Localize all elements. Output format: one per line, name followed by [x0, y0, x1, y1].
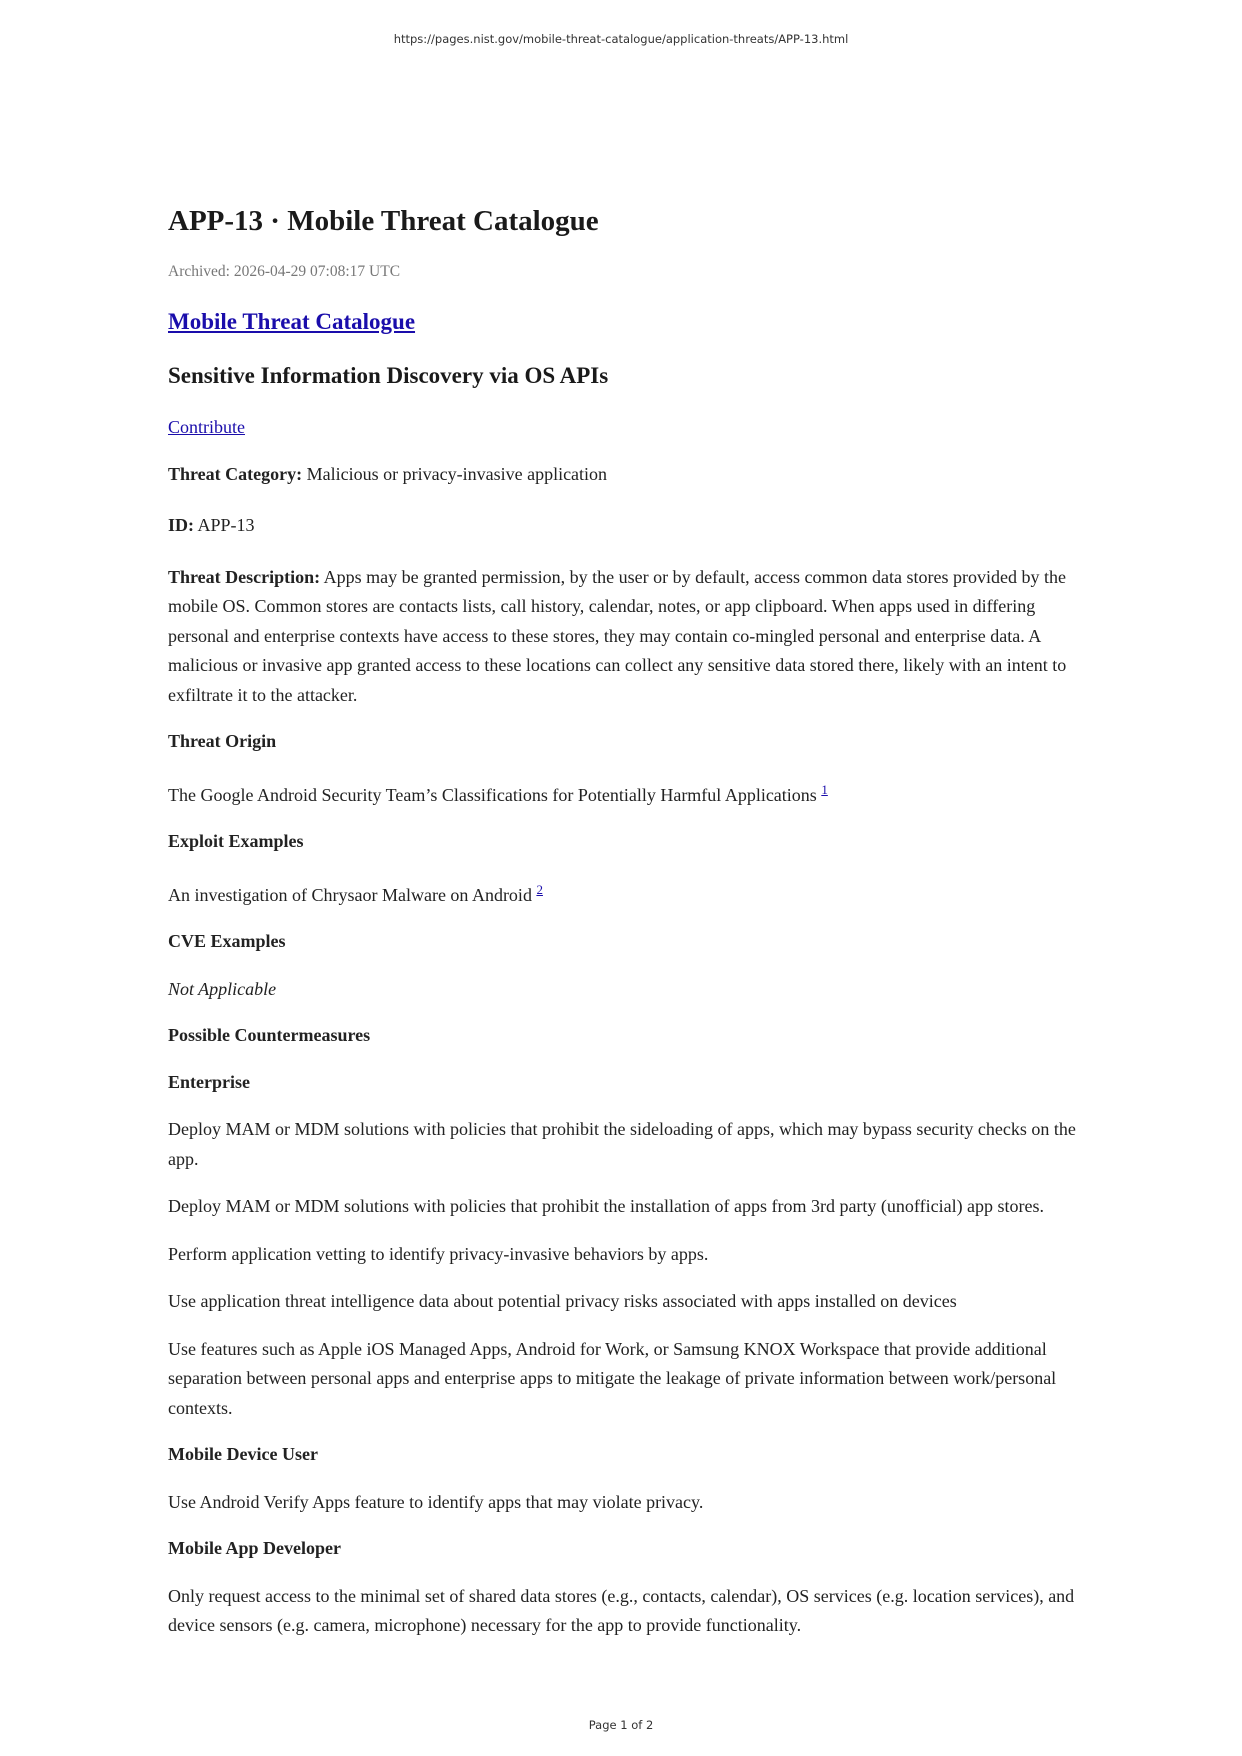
document-content — [168, 190, 1080, 1641]
threat-id-label: ID: — [168, 515, 194, 536]
footnote-ref-2[interactable]: 2 — [536, 881, 543, 897]
archived-timestamp: Archived: 2026-04-29 07:08:17 UTC — [168, 262, 401, 280]
threat-description-label: Threat Description: — [168, 566, 321, 587]
mobile-device-user-heading: Mobile Device User — [168, 1444, 318, 1465]
print-header-url: https://pages.nist.gov/mobile-threat-catalogue/application-threats/APP-13.html — [393, 32, 849, 46]
enterprise-countermeasure: Deploy MAM or MDM solutions with policies that prohibit the sideloading of apps, which may bypass security checks on the app. — [168, 1119, 1076, 1169]
enterprise-countermeasure: Use application threat intelligence data about potential privacy risks associated with apps installed on devices — [168, 1291, 957, 1312]
page-number: Page 1 of 2 — [588, 1718, 654, 1732]
developer-countermeasure: Only request access to the minimal set of shared data stores (e.g., contacts, calendar), OS services (e.g. location services), and device sensors (e.g. camera, microphone) necessary for the app to provide functionality. — [168, 1585, 1075, 1636]
threat-origin — [168, 775, 1080, 811]
threat-id — [168, 511, 1080, 541]
threat-origin-text: The Google Android Security Team’s Classifications for Potentially Harmful Applications — [168, 784, 822, 805]
threat-description-value: Apps may be granted permission, by the user or by default, access common data stores provided by the mobile OS. Common stores are contacts lists, call history, calendar, notes, or app clipboard. When apps used in differing personal and enterprise contexts have access to these stores, they may contain co-mingled personal and enterprise data. A malicious or invasive app granted access to these locations can collect any sensitive data stored there, likely with an intent to exfiltrate it to the attacker. — [168, 566, 1067, 705]
threat-origin-heading: Threat Origin — [168, 731, 277, 752]
enterprise-countermeasure: Perform application vetting to identify privacy-invasive behaviors by apps. — [168, 1243, 709, 1264]
cve-examples-heading: CVE Examples — [168, 931, 286, 952]
exploit-examples-heading: Exploit Examples — [168, 831, 304, 852]
exploit-example — [168, 875, 1080, 911]
threat-category-label: Threat Category: — [168, 463, 303, 484]
countermeasures-heading: Possible Countermeasures — [168, 1025, 371, 1046]
threat-description — [168, 563, 1080, 711]
footnote-ref-1[interactable]: 1 — [821, 781, 828, 797]
enterprise-countermeasure: Deploy MAM or MDM solutions with policies that prohibit the installation of apps from 3rd party (unofficial) app stores. — [168, 1196, 1045, 1217]
threat-title: Sensitive Information Discovery via OS APIs — [168, 362, 609, 388]
enterprise-heading: Enterprise — [168, 1071, 250, 1092]
page-title: APP-13 · Mobile Threat Catalogue — [168, 205, 599, 237]
threat-id-value: APP-13 — [194, 515, 255, 536]
mobile-app-developer-heading: Mobile App Developer — [168, 1538, 341, 1559]
enterprise-countermeasure: Use features such as Apple iOS Managed Apps, Android for Work, or Samsung KNOX Workspace that provide additional separation between personal apps and enterprise apps to mitigate the leakage of private information between work/personal contexts. — [168, 1338, 1057, 1418]
contribute-link[interactable]: Contribute — [168, 416, 245, 437]
threat-category — [168, 460, 1080, 490]
user-countermeasure: Use Android Verify Apps feature to identify apps that may violate privacy. — [168, 1491, 704, 1512]
cve-examples-text: Not Applicable — [168, 978, 277, 999]
exploit-example-text: An investigation of Chrysaor Malware on Android — [168, 884, 537, 905]
catalogue-home-link[interactable]: Mobile Threat Catalogue — [168, 308, 416, 334]
threat-category-value: Malicious or privacy-invasive application — [302, 463, 608, 484]
